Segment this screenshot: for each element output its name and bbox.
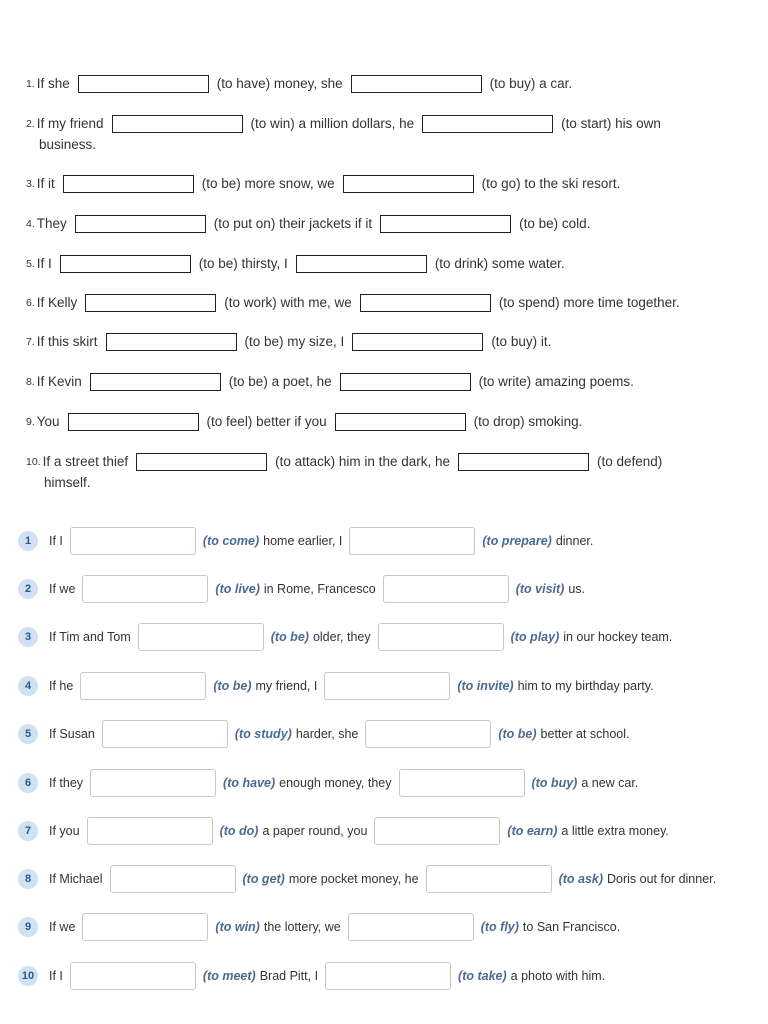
answer-box[interactable] xyxy=(106,333,237,351)
verb-hint: (to study) xyxy=(234,727,292,741)
item-text-start: They xyxy=(36,216,67,231)
answer-box[interactable] xyxy=(78,75,209,93)
verb-hint: (to win) xyxy=(215,920,260,934)
item-number: 7. xyxy=(26,336,35,348)
item-text-middle: a paper round, you xyxy=(262,824,368,838)
item-text-start: If a street thief xyxy=(42,454,129,469)
answer-box[interactable] xyxy=(422,115,553,133)
item-number: 10. xyxy=(26,456,41,468)
item-number-badge: 9 xyxy=(18,917,38,937)
answer-box[interactable] xyxy=(60,255,191,273)
item-text-end: a little extra money. xyxy=(561,824,669,838)
item-text-end: (to go) to the ski resort. xyxy=(481,176,621,191)
exercise-2-item xyxy=(0,912,620,942)
item-text-middle: (to be) thirsty, I xyxy=(198,256,288,271)
item-text-middle: my friend, I xyxy=(255,679,318,693)
item-text-start: If I xyxy=(49,534,63,548)
exercise-2-item xyxy=(0,622,672,652)
item-number: 5. xyxy=(26,258,35,270)
item-text-end: (to start) his own xyxy=(561,116,661,131)
item-text-middle: (to be) a poet, he xyxy=(228,374,332,389)
item-text-middle: home earlier, I xyxy=(263,534,343,548)
exercise-2-item xyxy=(0,961,605,991)
item-text-start: If Kevin xyxy=(36,374,82,389)
answer-input[interactable] xyxy=(374,817,500,845)
answer-input[interactable] xyxy=(325,962,451,990)
answer-box[interactable] xyxy=(75,215,206,233)
answer-input[interactable] xyxy=(82,575,208,603)
item-number: 4. xyxy=(26,218,35,230)
item-number: 2. xyxy=(26,118,35,130)
item-text-start: If I xyxy=(36,256,52,271)
answer-box[interactable] xyxy=(112,115,243,133)
item-text-middle: older, they xyxy=(312,630,371,644)
item-text-start: If Michael xyxy=(49,872,103,886)
answer-input[interactable] xyxy=(383,575,509,603)
item-number: 8. xyxy=(26,376,35,388)
item-text-end: him to my birthday party. xyxy=(517,679,654,693)
answer-input[interactable] xyxy=(138,623,264,651)
answer-box[interactable] xyxy=(352,333,483,351)
item-text-start: If this skirt xyxy=(36,334,98,349)
item-number-badge: 8 xyxy=(18,869,38,889)
item-text-end: a new car. xyxy=(581,776,639,790)
answer-box[interactable] xyxy=(380,215,511,233)
answer-box[interactable] xyxy=(360,294,491,312)
exercise-2-item xyxy=(0,526,593,556)
answer-box[interactable] xyxy=(90,373,221,391)
verb-hint: (to play) xyxy=(510,630,560,644)
answer-input[interactable] xyxy=(110,865,236,893)
answer-input[interactable] xyxy=(102,720,228,748)
item-text-end: (to be) cold. xyxy=(519,216,591,231)
item-text-middle: in Rome, Francesco xyxy=(263,582,376,596)
item-number-badge: 2 xyxy=(18,579,38,599)
item-text-end: (to defend) xyxy=(596,454,663,469)
item-text-start: If we xyxy=(49,582,76,596)
item-number-badge: 7 xyxy=(18,821,38,841)
verb-hint: (to be) xyxy=(270,630,309,644)
answer-input[interactable] xyxy=(324,672,450,700)
item-text-start: If Kelly xyxy=(36,295,78,310)
item-number-badge: 6 xyxy=(18,773,38,793)
item-number-badge: 4 xyxy=(18,676,38,696)
verb-hint: (to live) xyxy=(215,582,260,596)
item-number-badge: 10 xyxy=(18,966,38,986)
verb-hint: (to be) xyxy=(213,679,252,693)
exercise-2-item xyxy=(0,768,638,798)
verb-hint: (to buy) xyxy=(531,776,578,790)
item-number: 1. xyxy=(26,78,35,90)
answer-box[interactable] xyxy=(351,75,482,93)
item-text-start: If I xyxy=(49,969,63,983)
item-text-end: (to buy) a car. xyxy=(489,76,573,91)
item-text-middle: more pocket money, he xyxy=(288,872,419,886)
answer-input[interactable] xyxy=(70,527,196,555)
answer-input[interactable] xyxy=(82,913,208,941)
verb-hint: (to get) xyxy=(242,872,285,886)
item-text-end: (to drop) smoking. xyxy=(473,414,583,429)
item-continuation: himself. xyxy=(44,475,91,490)
item-text-end: to San Francisco. xyxy=(522,920,621,934)
item-text-start: If we xyxy=(49,920,76,934)
answer-input[interactable] xyxy=(90,769,216,797)
item-text-end: (to write) amazing poems. xyxy=(478,374,634,389)
item-text-middle: (to feel) better if you xyxy=(206,414,327,429)
item-text-middle: (to attack) him in the dark, he xyxy=(275,454,450,469)
item-text-start: You xyxy=(36,414,60,429)
exercise-2-item xyxy=(0,574,585,604)
answer-input[interactable] xyxy=(80,672,206,700)
exercise-2-item xyxy=(0,671,654,701)
item-text-start: If she xyxy=(36,76,70,91)
item-text-middle: (to be) my size, I xyxy=(244,334,345,349)
verb-hint: (to have) xyxy=(223,776,276,790)
item-text-end: (to buy) it. xyxy=(491,334,552,349)
verb-hint: (to visit) xyxy=(515,582,565,596)
item-text-end: (to spend) more time together. xyxy=(498,295,680,310)
item-continuation: business. xyxy=(39,137,97,152)
item-text-start: If you xyxy=(49,824,80,838)
verb-hint: (to fly) xyxy=(480,920,519,934)
verb-hint: (to do) xyxy=(219,824,259,838)
item-text-middle: enough money, they xyxy=(279,776,392,790)
exercise-2-item xyxy=(0,816,669,846)
answer-input[interactable] xyxy=(70,962,196,990)
answer-input[interactable] xyxy=(426,865,552,893)
answer-input[interactable] xyxy=(87,817,213,845)
answer-box[interactable] xyxy=(340,373,471,391)
item-text-end: dinner. xyxy=(555,534,594,548)
item-text-end: in our hockey team. xyxy=(563,630,673,644)
answer-box[interactable] xyxy=(458,453,589,471)
item-text-middle: (to win) a million dollars, he xyxy=(250,116,415,131)
item-text-middle: harder, she xyxy=(295,727,359,741)
verb-hint: (to come) xyxy=(202,534,260,548)
answer-input[interactable] xyxy=(378,623,504,651)
answer-input[interactable] xyxy=(365,720,491,748)
item-text-middle: (to be) more snow, we xyxy=(201,176,335,191)
item-text-start: If they xyxy=(49,776,84,790)
verb-hint: (to ask) xyxy=(558,872,604,886)
item-number: 6. xyxy=(26,297,35,309)
item-text-end: better at school. xyxy=(540,727,630,741)
answer-box[interactable] xyxy=(68,413,199,431)
verb-hint: (to take) xyxy=(458,969,507,983)
item-text-middle: (to work) with me, we xyxy=(224,295,352,310)
item-number-badge: 5 xyxy=(18,724,38,744)
exercise-2-item xyxy=(0,719,630,749)
item-text-start: If he xyxy=(49,679,74,693)
item-text-start: If my friend xyxy=(36,116,104,131)
verb-hint: (to invite) xyxy=(457,679,514,693)
item-text-middle: the lottery, we xyxy=(263,920,341,934)
answer-box[interactable] xyxy=(85,294,216,312)
answer-input[interactable] xyxy=(349,527,475,555)
item-number-badge: 1 xyxy=(18,531,38,551)
item-text-start: If it xyxy=(36,176,55,191)
answer-input[interactable] xyxy=(399,769,525,797)
answer-box[interactable] xyxy=(63,175,194,193)
item-text-end: a photo with him. xyxy=(510,969,606,983)
item-number: 9. xyxy=(26,416,35,428)
item-text-end: Doris out for dinner. xyxy=(607,872,717,886)
item-text-middle: (to have) money, she xyxy=(216,76,343,91)
item-text-start: If Susan xyxy=(49,727,95,741)
item-text-middle: Brad Pitt, I xyxy=(259,969,319,983)
answer-box[interactable] xyxy=(343,175,474,193)
item-number: 3. xyxy=(26,178,35,190)
item-text-middle: (to put on) their jackets if it xyxy=(213,216,373,231)
answer-input[interactable] xyxy=(348,913,474,941)
answer-box[interactable] xyxy=(296,255,427,273)
item-number-badge: 3 xyxy=(18,627,38,647)
item-text-end: us. xyxy=(568,582,586,596)
exercise-2-item xyxy=(0,864,716,894)
verb-hint: (to meet) xyxy=(202,969,256,983)
answer-box[interactable] xyxy=(335,413,466,431)
verb-hint: (to be) xyxy=(498,727,537,741)
verb-hint: (to prepare) xyxy=(482,534,552,548)
item-text-start: If Tim and Tom xyxy=(49,630,131,644)
answer-box[interactable] xyxy=(136,453,267,471)
item-text-end: (to drink) some water. xyxy=(434,256,565,271)
verb-hint: (to earn) xyxy=(507,824,558,838)
